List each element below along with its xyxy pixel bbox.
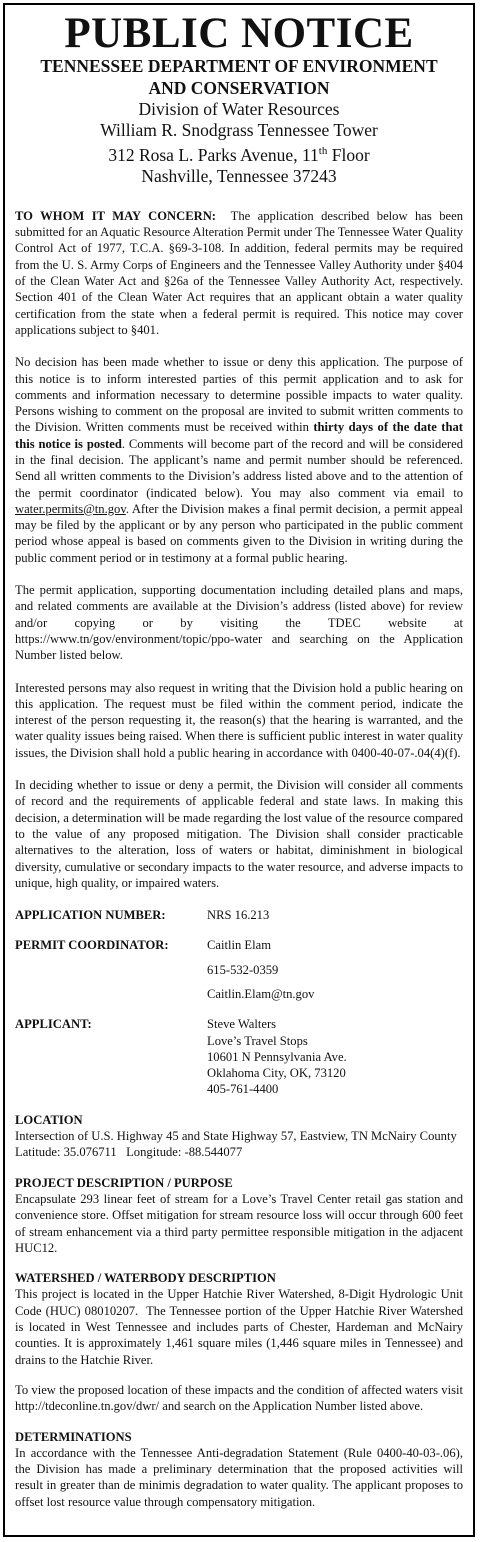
applicant-phone: 405-761-4400 xyxy=(207,1082,279,1097)
city-state-zip: Nashville, Tennessee 37243 xyxy=(141,165,337,186)
location-section xyxy=(15,1112,463,1161)
intro-paragraph xyxy=(15,208,467,338)
location-text: Intersection of U.S. Highway 45 and State Highway 57, Eastview, TN McNairy County xyxy=(15,1129,457,1144)
comment-text-a: No decision has been made whether to issue or deny this application. The purpose of this notice is to inform interested parties of this permit application and to ask for comments and information necessary to determine possible impacts to water quality. Persons wishing to comment on the proposal are invited to submit written comments to the Division. Written comments must be received within xyxy=(15,355,463,435)
applicant-street: 10601 N Pennsylvania Ave. xyxy=(207,1049,347,1064)
comment-paragraph xyxy=(15,354,463,566)
watershed-heading: WATERSHED / WATERBODY DESCRIPTION xyxy=(15,1271,276,1286)
applicant-name: Steve Walters xyxy=(207,1017,277,1032)
decision-paragraph: In deciding whether to issue or deny a permit, the Division will consider all comments of record and the requirements of applicable federal and state laws. In making this decision, a determination will be made regarding the lost value of the resource compared to the value of any proposed mitigation. The Division shall consider practicable alternatives to the alteration, loss of waters or habitat, diminishment in biological diversity, cumulative or secondary impacts to the water resource, and adverse impacts to unique, high quality, or impaired waters. xyxy=(15,778,463,890)
department-line-1: TENNESSEE DEPARTMENT OF ENVIRONMENT xyxy=(40,56,438,76)
determinations-section xyxy=(15,1429,463,1510)
watershed-section xyxy=(15,1270,467,1414)
application-number-value: NRS 16.213 xyxy=(207,908,270,923)
watershed-view-text: To view the proposed location of these impacts and the condition of affected waters visit http://tdeconline.tn.gov/dwr/ and search on the Application Number listed above. xyxy=(15,1382,463,1414)
floor-ordinal: th xyxy=(318,145,328,157)
location-coordinates: Latitude: 35.076711 Longitude: -88.544077 xyxy=(15,1145,243,1160)
applicant-row xyxy=(15,1016,463,1097)
coordinator-email: Caitlin.Elam@tn.gov xyxy=(207,987,315,1001)
permit-coordinator-label: PERMIT COORDINATOR: xyxy=(15,938,169,953)
street-address-floor: Floor xyxy=(327,144,370,165)
permit-coordinator-row xyxy=(15,937,463,1002)
comment-deadline: thirty days of the date that this notice is posted xyxy=(15,420,463,451)
watershed-text: This project is located in the Upper Hatchie River Watershed, 8-Digit Hydrologic Unit Code (HUC) 08010207. The Tennessee portion of the Upper Hatchie River Watershed is located in West Tennessee and includes parts of Chester, Hardeman and McNairy counties. It is approximately 1,461 square miles (1,446 square miles in Tennessee) and drains to the Hatchie River. xyxy=(15,1287,467,1367)
application-number-row xyxy=(15,907,463,923)
project-section xyxy=(15,1175,463,1256)
applicant-company: Love’s Travel Stops xyxy=(207,1033,308,1048)
notice-title: PUBLIC NOTICE xyxy=(64,10,414,57)
application-number-label: APPLICATION NUMBER: xyxy=(15,908,166,923)
applicant-city: Oklahoma City, OK, 73120 xyxy=(207,1066,346,1081)
building-name: William R. Snodgrass Tennessee Tower xyxy=(100,120,378,140)
notice-frame xyxy=(3,3,475,1537)
notice-body xyxy=(15,208,467,1510)
availability-paragraph: The permit application, supporting documentation including detailed plans and maps, and related comments are available at the Division’s address (listed above) for review and/or copying or by visiting the TDEC website at https://www.tn/gov/environment/topic/ppo-water and searching on the Application Number listed below. xyxy=(15,583,463,663)
applicant-label: APPLICANT: xyxy=(15,1017,92,1032)
comment-text-b: . Comments will become part of the record and will be considered in the final decision. The applicant’s name and permit number should be referenced. Send all written comments to the Division’s address listed above and to the attention of the permit coordinator (indicated below). You may also comment via email to xyxy=(15,436,464,500)
coordinator-phone: 615-532-0359 xyxy=(207,962,279,977)
permits-email-link[interactable]: water.permits@tn.gov xyxy=(15,501,126,516)
hearing-paragraph: Interested persons may also request in writing that the Division hold a public hearing on this application. The request must be filed within the comment period, indicate the interest of the person requesting it, the reason(s) that the hearing is warranted, and the water quality issues being raised. When there is sufficient public interest in water quality issues, the Division shall hold a public hearing in accordance with 0400-40-07-.04(4)(f). xyxy=(15,680,463,760)
determinations-heading: DETERMINATIONS xyxy=(15,1429,132,1444)
notice-header xyxy=(15,10,463,187)
division-name: Division of Water Resources xyxy=(138,99,340,119)
salutation: TO WHOM IT MAY CONCERN: xyxy=(15,208,216,223)
permit-coordinator-details xyxy=(207,937,463,1002)
department-line-2: AND CONSERVATION xyxy=(148,78,330,98)
applicant-details xyxy=(207,1016,463,1097)
intro-text: The application described below has been submitted for an Aquatic Resource Alteration Permit under The Tennessee Water Quality Control Act of 1977, T.C.A. §69-3-108. In addition, federal permits may be required from the U. S. Army Corps of Engineers and the Tennessee Valley Authority under §404 of the Clean Water Act and §26a of the Tennessee Valley Authority Act, respectively. Section 401 of the Clean Water Act requires that an applicant obtain a water quality certification from the state when a federal permit is required. This notice may cover applications subject to §401. xyxy=(15,208,467,337)
project-heading: PROJECT DESCRIPTION / PURPOSE xyxy=(15,1175,233,1190)
location-heading: LOCATION xyxy=(15,1112,83,1127)
notice-content xyxy=(5,5,473,1510)
determinations-text: In accordance with the Tennessee Anti-degradation Statement (Rule 0400-40-03-.06), the Division has made a preliminary determination that the proposed activities will result in greater than de minimis degradation to water quality. The applicant proposes to offset lost resource value through compensatory mitigation. xyxy=(15,1445,463,1509)
street-address-main: 312 Rosa L. Parks Avenue, 11 xyxy=(108,144,319,165)
comment-text-c: . After the Division makes a final permit decision, a permit appeal may be filed by the applicant or by any person who participated in the public comment period whose appeal is based on comments given to the Division in writing during the public comment period or in testimony at a formal public hearing. xyxy=(15,501,463,565)
project-text: Encapsulate 293 linear feet of stream for a Love’s Travel Center retail gas station and convenience store. Offset mitigation for stream resource loss will occur through 600 feet of stream enhancement via a third party permittee responsible mitigation in the adjacent HUC12. xyxy=(15,1191,463,1255)
coordinator-name: Caitlin Elam xyxy=(207,938,272,953)
street-address xyxy=(15,141,463,166)
